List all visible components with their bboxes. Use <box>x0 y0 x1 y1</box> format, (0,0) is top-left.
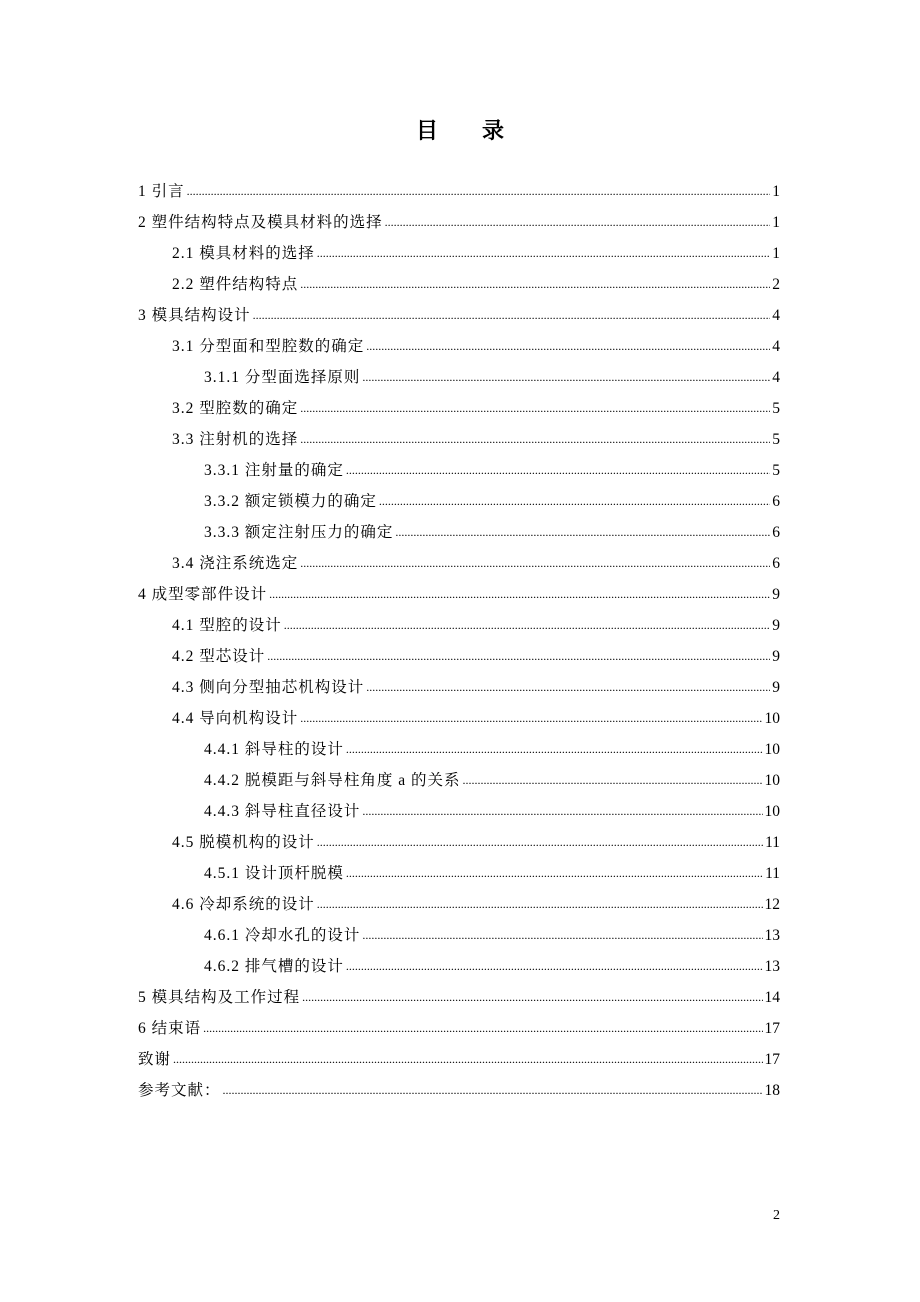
toc-entry[interactable] <box>138 800 780 831</box>
toc-entry[interactable] <box>138 986 780 1017</box>
toc-entry-label: 4.3 侧向分型抽芯机构设计 <box>172 679 365 696</box>
toc-dot-leader <box>317 892 763 916</box>
toc-dot-leader <box>379 489 770 513</box>
toc-entry-page: 14 <box>764 989 780 1006</box>
toc-dot-leader <box>267 644 770 668</box>
toc-entry-page: 4 <box>772 369 780 386</box>
toc-entry[interactable] <box>138 831 780 862</box>
toc-dot-leader <box>302 985 762 1009</box>
toc-dot-leader <box>187 179 771 203</box>
toc-entry-label: 4.6.2 排气槽的设计 <box>204 958 344 975</box>
toc-dot-leader <box>300 272 770 296</box>
toc-entry-page: 1 <box>772 245 780 262</box>
toc-entry[interactable] <box>138 738 780 769</box>
toc-dot-leader <box>223 1078 763 1102</box>
toc-dot-leader <box>362 799 762 823</box>
toc-entry[interactable] <box>138 242 780 273</box>
toc-entry-label: 3 模具结构设计 <box>138 307 251 324</box>
toc-entry[interactable] <box>138 273 780 304</box>
toc-entry-label: 3.2 型腔数的确定 <box>172 400 299 417</box>
toc-entry[interactable] <box>138 304 780 335</box>
page-title <box>0 114 920 145</box>
toc-entry-page: 6 <box>772 524 780 541</box>
toc-entry-page: 9 <box>772 648 780 665</box>
toc-entry[interactable] <box>138 583 780 614</box>
toc-entry-page: 12 <box>764 896 780 913</box>
toc-entry-label: 3.4 浇注系统选定 <box>172 555 299 572</box>
toc-dot-leader <box>203 1016 762 1040</box>
toc-entry-page: 10 <box>764 741 780 758</box>
toc-entry-label: 4.4.2 脱模距与斜导柱角度 a 的关系 <box>204 772 461 789</box>
toc-dot-leader <box>346 737 763 761</box>
toc-entry-label: 3.3.1 注射量的确定 <box>204 462 344 479</box>
toc-dot-leader <box>173 1047 762 1071</box>
toc-entry-label: 3.3.2 额定锁模力的确定 <box>204 493 377 510</box>
toc-entry-page: 6 <box>772 555 780 572</box>
toc-entry[interactable] <box>138 335 780 366</box>
toc-entry[interactable] <box>138 397 780 428</box>
toc-entry-page: 9 <box>772 586 780 603</box>
toc-entry-label: 5 模具结构及工作过程 <box>138 989 301 1006</box>
toc-dot-leader <box>346 458 770 482</box>
toc-dot-leader <box>317 830 763 854</box>
toc-entry[interactable] <box>138 1048 780 1079</box>
page-number: 2 <box>773 1208 780 1223</box>
toc-entry-label: 3.3.3 额定注射压力的确定 <box>204 524 394 541</box>
table-of-contents <box>138 180 780 1110</box>
toc-entry-label: 2.2 塑件结构特点 <box>172 276 299 293</box>
toc-entry-page: 5 <box>772 400 780 417</box>
toc-dot-leader <box>300 551 770 575</box>
toc-dot-leader <box>395 520 770 544</box>
toc-entry[interactable] <box>138 490 780 521</box>
toc-entry[interactable] <box>138 955 780 986</box>
toc-entry[interactable] <box>138 521 780 552</box>
toc-dot-leader <box>362 923 762 947</box>
toc-entry-page: 2 <box>772 276 780 293</box>
toc-entry-page: 10 <box>764 710 780 727</box>
toc-entry[interactable] <box>138 428 780 459</box>
toc-entry[interactable] <box>138 180 780 211</box>
toc-entry[interactable] <box>138 676 780 707</box>
toc-entry[interactable] <box>138 924 780 955</box>
toc-entry-page: 9 <box>772 617 780 634</box>
page-title-char-1: 目 <box>415 118 438 143</box>
toc-entry-label: 4.4 导向机构设计 <box>172 710 299 727</box>
toc-dot-leader <box>300 427 770 451</box>
toc-entry[interactable] <box>138 769 780 800</box>
toc-entry-label: 4.1 型腔的设计 <box>172 617 282 634</box>
toc-entry-label: 4.4.3 斜导柱直径设计 <box>204 803 361 820</box>
toc-entry-page: 13 <box>764 958 780 975</box>
toc-entry[interactable] <box>138 645 780 676</box>
toc-entry-label: 参考文献： <box>138 1082 221 1099</box>
toc-entry-page: 11 <box>765 834 780 851</box>
toc-entry-label: 4.2 型芯设计 <box>172 648 266 665</box>
toc-dot-leader <box>362 365 770 389</box>
toc-dot-leader <box>269 582 770 606</box>
toc-entry-label: 3.1.1 分型面选择原则 <box>204 369 361 386</box>
toc-entry-page: 1 <box>772 183 780 200</box>
toc-dot-leader <box>253 303 771 327</box>
toc-dot-leader <box>346 861 763 885</box>
toc-dot-leader <box>366 334 770 358</box>
toc-entry-page: 6 <box>772 493 780 510</box>
toc-entry[interactable] <box>138 707 780 738</box>
toc-entry-page: 17 <box>764 1020 780 1037</box>
toc-entry-page: 4 <box>772 307 780 324</box>
toc-entry-label: 4.6 冷却系统的设计 <box>172 896 315 913</box>
toc-entry[interactable] <box>138 552 780 583</box>
toc-entry[interactable] <box>138 862 780 893</box>
toc-entry-page: 10 <box>764 772 780 789</box>
toc-dot-leader <box>300 706 762 730</box>
toc-entry-label: 6 结束语 <box>138 1020 202 1037</box>
toc-entry-page: 17 <box>764 1051 780 1068</box>
toc-entry[interactable] <box>138 459 780 490</box>
toc-entry-label: 4 成型零部件设计 <box>138 586 268 603</box>
toc-dot-leader <box>317 241 770 265</box>
toc-entry-label: 3.3 注射机的选择 <box>172 431 299 448</box>
toc-entry[interactable] <box>138 1017 780 1048</box>
toc-dot-leader <box>366 675 770 699</box>
toc-entry-label: 致谢 <box>138 1051 172 1068</box>
toc-entry-label: 3.1 分型面和型腔数的确定 <box>172 338 365 355</box>
toc-entry-page: 1 <box>772 214 780 231</box>
toc-dot-leader <box>385 210 771 234</box>
toc-entry-page: 10 <box>764 803 780 820</box>
toc-entry-page: 9 <box>772 679 780 696</box>
toc-entry-page: 5 <box>772 462 780 479</box>
toc-entry-label: 2.1 模具材料的选择 <box>172 245 315 262</box>
toc-entry[interactable] <box>138 366 780 397</box>
toc-entry-label: 4.5.1 设计顶杆脱模 <box>204 865 344 882</box>
toc-entry-page: 13 <box>764 927 780 944</box>
toc-dot-leader <box>346 954 763 978</box>
toc-entry-label: 4.6.1 冷却水孔的设计 <box>204 927 361 944</box>
toc-dot-leader <box>463 768 763 792</box>
toc-entry-page: 18 <box>764 1082 780 1099</box>
toc-entry[interactable] <box>138 893 780 924</box>
toc-entry-page: 4 <box>772 338 780 355</box>
toc-entry-label: 2 塑件结构特点及模具材料的选择 <box>138 214 383 231</box>
toc-entry[interactable] <box>138 211 780 242</box>
toc-entry-label: 4.5 脱模机构的设计 <box>172 834 315 851</box>
page-title-char-2: 录 <box>482 118 505 143</box>
toc-entry-label: 4.4.1 斜导柱的设计 <box>204 741 344 758</box>
toc-entry-label: 1 引言 <box>138 183 185 200</box>
toc-dot-leader <box>284 613 770 637</box>
toc-dot-leader <box>300 396 770 420</box>
toc-entry[interactable] <box>138 1079 780 1110</box>
toc-entry-page: 5 <box>772 431 780 448</box>
toc-entry[interactable] <box>138 614 780 645</box>
toc-entry-page: 11 <box>765 865 780 882</box>
